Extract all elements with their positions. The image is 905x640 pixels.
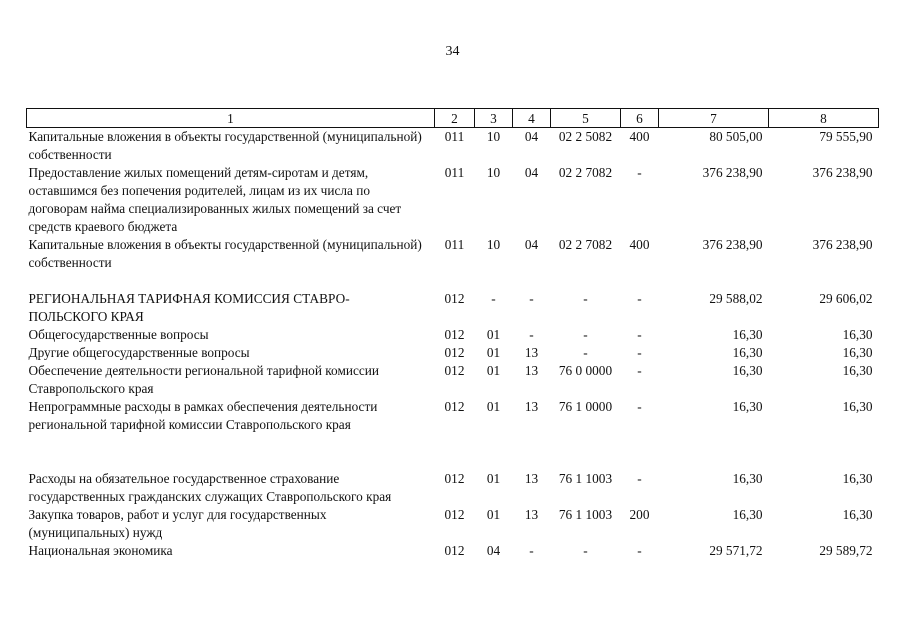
target-article-cell: 76 1 0000 bbox=[558, 399, 613, 414]
row-name-cell: Национальная экономика bbox=[28, 543, 173, 558]
amount-year2-cell: 29 606,02 bbox=[819, 291, 873, 306]
row-name-cell: Предоставление жилых помещений детям-сиротам и детям, оставшимся без попечения родителей, лицам из их числа по договорам найма специализированных жилых помещений за счет средств краевого бюджета bbox=[28, 165, 402, 234]
table-row bbox=[27, 398, 879, 434]
table-row bbox=[27, 236, 879, 272]
amount-year1-cell: 376 238,90 bbox=[702, 237, 763, 252]
section-code-cell: 01 bbox=[486, 327, 501, 342]
table-row bbox=[27, 344, 879, 362]
table-row bbox=[27, 362, 879, 398]
amount-year2-cell: 16,30 bbox=[842, 399, 873, 414]
target-article-cell: 02 2 5082 bbox=[558, 129, 613, 144]
column-header: 3 bbox=[475, 109, 513, 128]
subsection-code-cell: 04 bbox=[524, 165, 539, 180]
ministry-code-cell: 012 bbox=[444, 399, 465, 414]
subsection-code-cell: - bbox=[529, 543, 534, 558]
section-code-cell: 01 bbox=[486, 471, 501, 486]
ministry-code-cell: 012 bbox=[444, 543, 465, 558]
table-row bbox=[27, 326, 879, 344]
row-name-cell: Общегосударственные вопросы bbox=[28, 327, 209, 342]
row-name-cell: Другие общегосударственные вопросы bbox=[28, 345, 250, 360]
amount-year2-cell: 16,30 bbox=[842, 345, 873, 360]
subsection-code-cell: - bbox=[529, 327, 534, 342]
column-header: 4 bbox=[513, 109, 551, 128]
section-code-cell: 10 bbox=[486, 165, 501, 180]
row-name-cell: РЕГИОНАЛЬНАЯ ТАРИФНАЯ КОМИССИЯ СТАВРО-ПОЛЬСКОГО КРАЯ bbox=[28, 291, 350, 324]
expense-type-cell: - bbox=[637, 363, 642, 378]
amount-year2-cell: 79 555,90 bbox=[819, 129, 873, 144]
subsection-code-cell: 13 bbox=[524, 345, 539, 360]
amount-year1-cell: 80 505,00 bbox=[709, 129, 763, 144]
expense-type-cell: 400 bbox=[629, 237, 650, 252]
budget-table bbox=[26, 108, 879, 560]
expense-type-cell: 400 bbox=[629, 129, 650, 144]
target-article-cell: 76 1 1003 bbox=[558, 471, 613, 486]
amount-year2-cell: 29 589,72 bbox=[819, 543, 873, 558]
subsection-code-cell: 13 bbox=[524, 399, 539, 414]
amount-year1-cell: 16,30 bbox=[732, 345, 763, 360]
expense-type-cell: - bbox=[637, 471, 642, 486]
table-row bbox=[27, 434, 879, 506]
column-header: 1 bbox=[27, 109, 435, 128]
table-header-row bbox=[27, 109, 879, 128]
subsection-code-cell: 13 bbox=[524, 363, 539, 378]
target-article-cell: 76 1 1003 bbox=[558, 507, 613, 522]
amount-year2-cell: 16,30 bbox=[842, 471, 873, 486]
table-row bbox=[27, 164, 879, 236]
column-header: 5 bbox=[551, 109, 621, 128]
expense-type-cell: - bbox=[637, 327, 642, 342]
table-row bbox=[27, 128, 879, 165]
target-article-cell: - bbox=[583, 543, 588, 558]
expense-type-cell: - bbox=[637, 165, 642, 180]
target-article-cell: 02 2 7082 bbox=[558, 237, 613, 252]
budget-table-container bbox=[26, 108, 878, 560]
column-header: 7 bbox=[659, 109, 769, 128]
amount-year1-cell: 16,30 bbox=[732, 327, 763, 342]
section-code-cell: 10 bbox=[486, 237, 501, 252]
amount-year1-cell: 29 571,72 bbox=[709, 543, 763, 558]
column-header: 2 bbox=[435, 109, 475, 128]
amount-year2-cell: 16,30 bbox=[842, 507, 873, 522]
ministry-code-cell: 012 bbox=[444, 327, 465, 342]
column-header: 8 bbox=[769, 109, 879, 128]
target-article-cell: - bbox=[583, 291, 588, 306]
expense-type-cell: - bbox=[637, 291, 642, 306]
section-code-cell: 01 bbox=[486, 345, 501, 360]
expense-type-cell: 200 bbox=[629, 507, 650, 522]
section-code-cell: 01 bbox=[486, 363, 501, 378]
section-code-cell: 10 bbox=[486, 129, 501, 144]
ministry-code-cell: 011 bbox=[444, 165, 465, 180]
amount-year2-cell: 376 238,90 bbox=[812, 165, 873, 180]
amount-year2-cell: 16,30 bbox=[842, 363, 873, 378]
ministry-code-cell: 011 bbox=[444, 237, 465, 252]
amount-year1-cell: 29 588,02 bbox=[709, 291, 763, 306]
subsection-code-cell: 04 bbox=[524, 129, 539, 144]
table-row bbox=[27, 506, 879, 542]
row-name-cell: Расходы на обязательное государственное страхование государственных гражданских служащих Ставропольского края bbox=[28, 471, 392, 504]
subsection-code-cell: 04 bbox=[524, 237, 539, 252]
column-header: 6 bbox=[621, 109, 659, 128]
ministry-code-cell: 011 bbox=[444, 129, 465, 144]
expense-type-cell: - bbox=[637, 543, 642, 558]
row-name-cell: Капитальные вложения в объекты государственной (муниципальной) собственности bbox=[28, 129, 422, 162]
ministry-code-cell: 012 bbox=[444, 507, 465, 522]
section-code-cell: - bbox=[491, 291, 496, 306]
ministry-code-cell: 012 bbox=[444, 291, 465, 306]
target-article-cell: - bbox=[583, 327, 588, 342]
amount-year1-cell: 16,30 bbox=[732, 471, 763, 486]
page-number: 34 bbox=[445, 44, 460, 59]
amount-year1-cell: 16,30 bbox=[732, 507, 763, 522]
table-row bbox=[27, 272, 879, 326]
amount-year1-cell: 16,30 bbox=[732, 363, 763, 378]
row-name-cell: Закупка товаров, работ и услуг для государственных (муниципальных) нужд bbox=[28, 507, 327, 540]
row-name-cell: Непрограммные расходы в рамках обеспечения деятельности региональной тарифной комиссии Ставропольского края bbox=[28, 399, 378, 432]
row-name-cell: Обеспечение деятельности региональной тарифной комиссии Ставропольского края bbox=[28, 363, 380, 396]
section-code-cell: 01 bbox=[486, 507, 501, 522]
amount-year1-cell: 376 238,90 bbox=[702, 165, 763, 180]
target-article-cell: 02 2 7082 bbox=[558, 165, 613, 180]
expense-type-cell: - bbox=[637, 399, 642, 414]
target-article-cell: 76 0 0000 bbox=[558, 363, 613, 378]
section-code-cell: 04 bbox=[486, 543, 501, 558]
table-row bbox=[27, 542, 879, 560]
target-article-cell: - bbox=[583, 345, 588, 360]
section-code-cell: 01 bbox=[486, 399, 501, 414]
subsection-code-cell: - bbox=[529, 291, 534, 306]
row-name-cell: Капитальные вложения в объекты государственной (муниципальной) собственности bbox=[28, 237, 422, 270]
amount-year2-cell: 16,30 bbox=[842, 327, 873, 342]
amount-year1-cell: 16,30 bbox=[732, 399, 763, 414]
expense-type-cell: - bbox=[637, 345, 642, 360]
amount-year2-cell: 376 238,90 bbox=[812, 237, 873, 252]
subsection-code-cell: 13 bbox=[524, 471, 539, 486]
ministry-code-cell: 012 bbox=[444, 345, 465, 360]
ministry-code-cell: 012 bbox=[444, 363, 465, 378]
ministry-code-cell: 012 bbox=[444, 471, 465, 486]
subsection-code-cell: 13 bbox=[524, 507, 539, 522]
